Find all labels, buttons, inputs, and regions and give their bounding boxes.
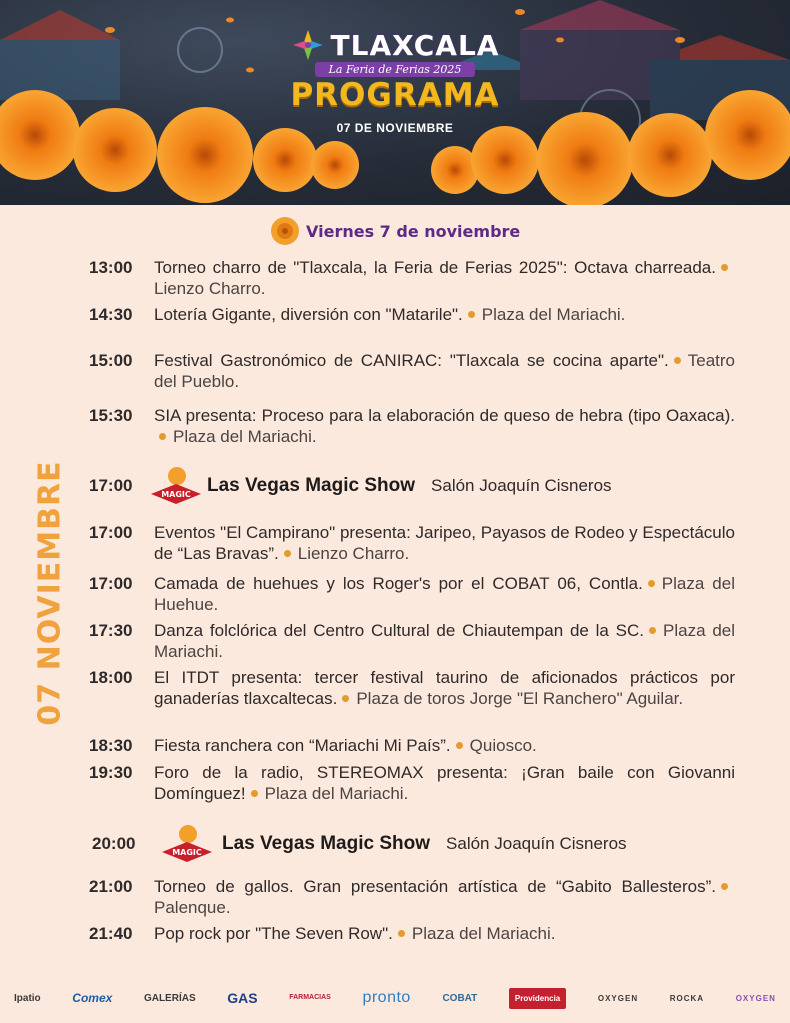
tlaxcala-logo: [0, 28, 790, 77]
event-time: 21:00: [89, 877, 133, 896]
sponsor-logo: GALERÍAS: [143, 992, 196, 1004]
event-title: Festival Gastronómico de CANIRAC: "Tlaxcala se cocina aparte".: [154, 351, 669, 370]
bullet-icon: [398, 930, 405, 937]
event-venue: Plaza del Huehue.: [154, 574, 735, 614]
event-time: 17:30: [89, 621, 133, 640]
event-title: Torneo charro de "Tlaxcala, la Feria de Ferias 2025": Octava charreada.: [154, 258, 716, 277]
event-item: [89, 735, 735, 756]
event-time: 17:00: [89, 574, 133, 593]
sponsor-logo: GAS: [227, 990, 258, 1006]
event-time: 17:00: [89, 523, 133, 542]
event-venue: Lienzo Charro.: [297, 544, 410, 563]
magic-show-row: [92, 822, 752, 866]
event-venue: Palenque.: [154, 898, 231, 917]
sponsor-logo: Ipatio: [14, 992, 41, 1004]
flower-logo-icon: [291, 28, 325, 62]
event-item: [89, 257, 735, 299]
event-time: 15:30: [89, 406, 133, 425]
magic-show-venue: Salón Joaquín Cisneros: [446, 834, 627, 853]
event-time: 19:30: [89, 763, 133, 782]
bullet-icon: [721, 883, 728, 890]
header-date: 07 DE NOVIEMBRE: [336, 121, 454, 135]
sponsor-footer: [0, 978, 790, 1018]
event-time: 13:00: [89, 258, 133, 277]
magic-logo-text: MAGIC: [172, 848, 202, 857]
event-time: 18:30: [89, 736, 133, 755]
event-title: Fiesta ranchera con “Mariachi Mi País”.: [154, 736, 451, 755]
event-title: Pop rock por "The Seven Row".: [154, 924, 393, 943]
sponsor-logo: Providencia: [509, 988, 566, 1009]
magic-show-time: 17:00: [89, 476, 133, 495]
event-venue: Quiosco.: [469, 736, 537, 755]
bullet-icon: [284, 550, 291, 557]
event-venue: Plaza de toros Jorge "El Ranchero" Aguilar.: [356, 689, 684, 708]
event-item: [89, 350, 735, 392]
sponsor-logo: FARMACIAS: [289, 994, 331, 1001]
event-time: 14:30: [89, 305, 133, 324]
event-venue: Teatro del Pueblo.: [154, 351, 735, 391]
event-venue: Plaza del Mariachi.: [154, 621, 736, 661]
day-heading-text: Viernes 7 de noviembre: [306, 221, 521, 241]
bullet-icon: [468, 311, 475, 318]
event-item: [89, 762, 735, 804]
vertical-date-text: 07 NOVIEMBRE: [32, 459, 68, 726]
magic-show-logo-icon: [158, 822, 216, 866]
event-venue: Plaza del Mariachi.: [411, 924, 556, 943]
bullet-icon: [648, 580, 655, 587]
event-title: Eventos "El Campirano" presenta: Jaripeo, Payasos de Rodeo y Espectáculo de “Las Bravas”.: [154, 523, 735, 563]
bullet-icon: [251, 790, 258, 797]
event-venue: Plaza del Mariachi.: [264, 784, 409, 803]
sponsor-logo: ROCKA: [669, 993, 705, 1003]
magic-show-title: Las Vegas Magic Show: [207, 475, 416, 496]
event-item: [89, 522, 735, 564]
logo-title: TLAXCALA: [330, 28, 500, 62]
magic-show-logo-icon: [147, 464, 205, 508]
page-title: PROGRAMA: [290, 77, 500, 113]
sponsor-logo: OXYGEN: [597, 993, 639, 1003]
event-item: [89, 923, 735, 944]
bullet-icon: [342, 695, 349, 702]
event-item: [89, 876, 735, 918]
sponsor-logo: COBAT: [442, 992, 478, 1004]
sponsor-logo: pronto: [362, 989, 411, 1006]
bullet-icon: [159, 433, 166, 440]
event-item: [89, 405, 735, 447]
event-time: 15:00: [89, 351, 133, 370]
sponsor-logo: Comex: [72, 991, 113, 1005]
event-venue: Plaza del Mariachi.: [173, 427, 317, 446]
bullet-icon: [456, 742, 463, 749]
bullet-icon: [649, 627, 656, 634]
event-title: SIA presenta: Proceso para la elaboración de queso de hebra (tipo Oaxaca).: [154, 406, 735, 425]
vertical-date-label: [28, 459, 72, 726]
magic-show-title: Las Vegas Magic Show: [222, 833, 431, 854]
event-venue: Plaza del Mariachi.: [481, 305, 626, 324]
day-heading: [268, 213, 520, 249]
magic-logo-text: MAGIC: [161, 490, 191, 499]
bullet-icon: [674, 357, 681, 364]
event-time: 18:00: [89, 668, 133, 687]
event-time: 21:40: [89, 924, 133, 943]
event-title: El ITDT presenta: tercer festival taurino de aficionados prácticos por ganaderías tlaxcaltecas.: [154, 668, 735, 708]
event-title: Camada de huehues y los Roger's por el COBAT 06, Contla.: [154, 574, 643, 593]
event-title: Foro de la radio, STEREOMAX presenta: ¡Gran baile con Giovanni Domínguez!: [154, 763, 735, 803]
bullet-icon: [721, 264, 728, 271]
magic-show-time: 20:00: [92, 834, 136, 853]
magic-show-venue: Salón Joaquín Cisneros: [431, 476, 612, 495]
event-venue: Lienzo Charro.: [154, 279, 266, 298]
event-item: [89, 620, 735, 662]
event-item: [89, 573, 735, 615]
magic-show-row: [89, 464, 749, 508]
event-title: Danza folclórica del Centro Cultural de Chiautempan de la SC.: [154, 621, 645, 640]
event-item: [89, 304, 735, 325]
logo-subtitle: La Feria de Ferias 2025: [315, 62, 475, 77]
marigold-icon: [268, 214, 302, 248]
header-banner: [0, 0, 790, 205]
sponsor-logo: OXYGEN: [735, 993, 776, 1003]
event-item: [89, 667, 735, 709]
event-title: Torneo de gallos. Gran presentación artística de “Gabito Ballesteros”.: [154, 877, 716, 896]
event-title: Lotería Gigante, diversión con "Matarile".: [154, 305, 463, 324]
